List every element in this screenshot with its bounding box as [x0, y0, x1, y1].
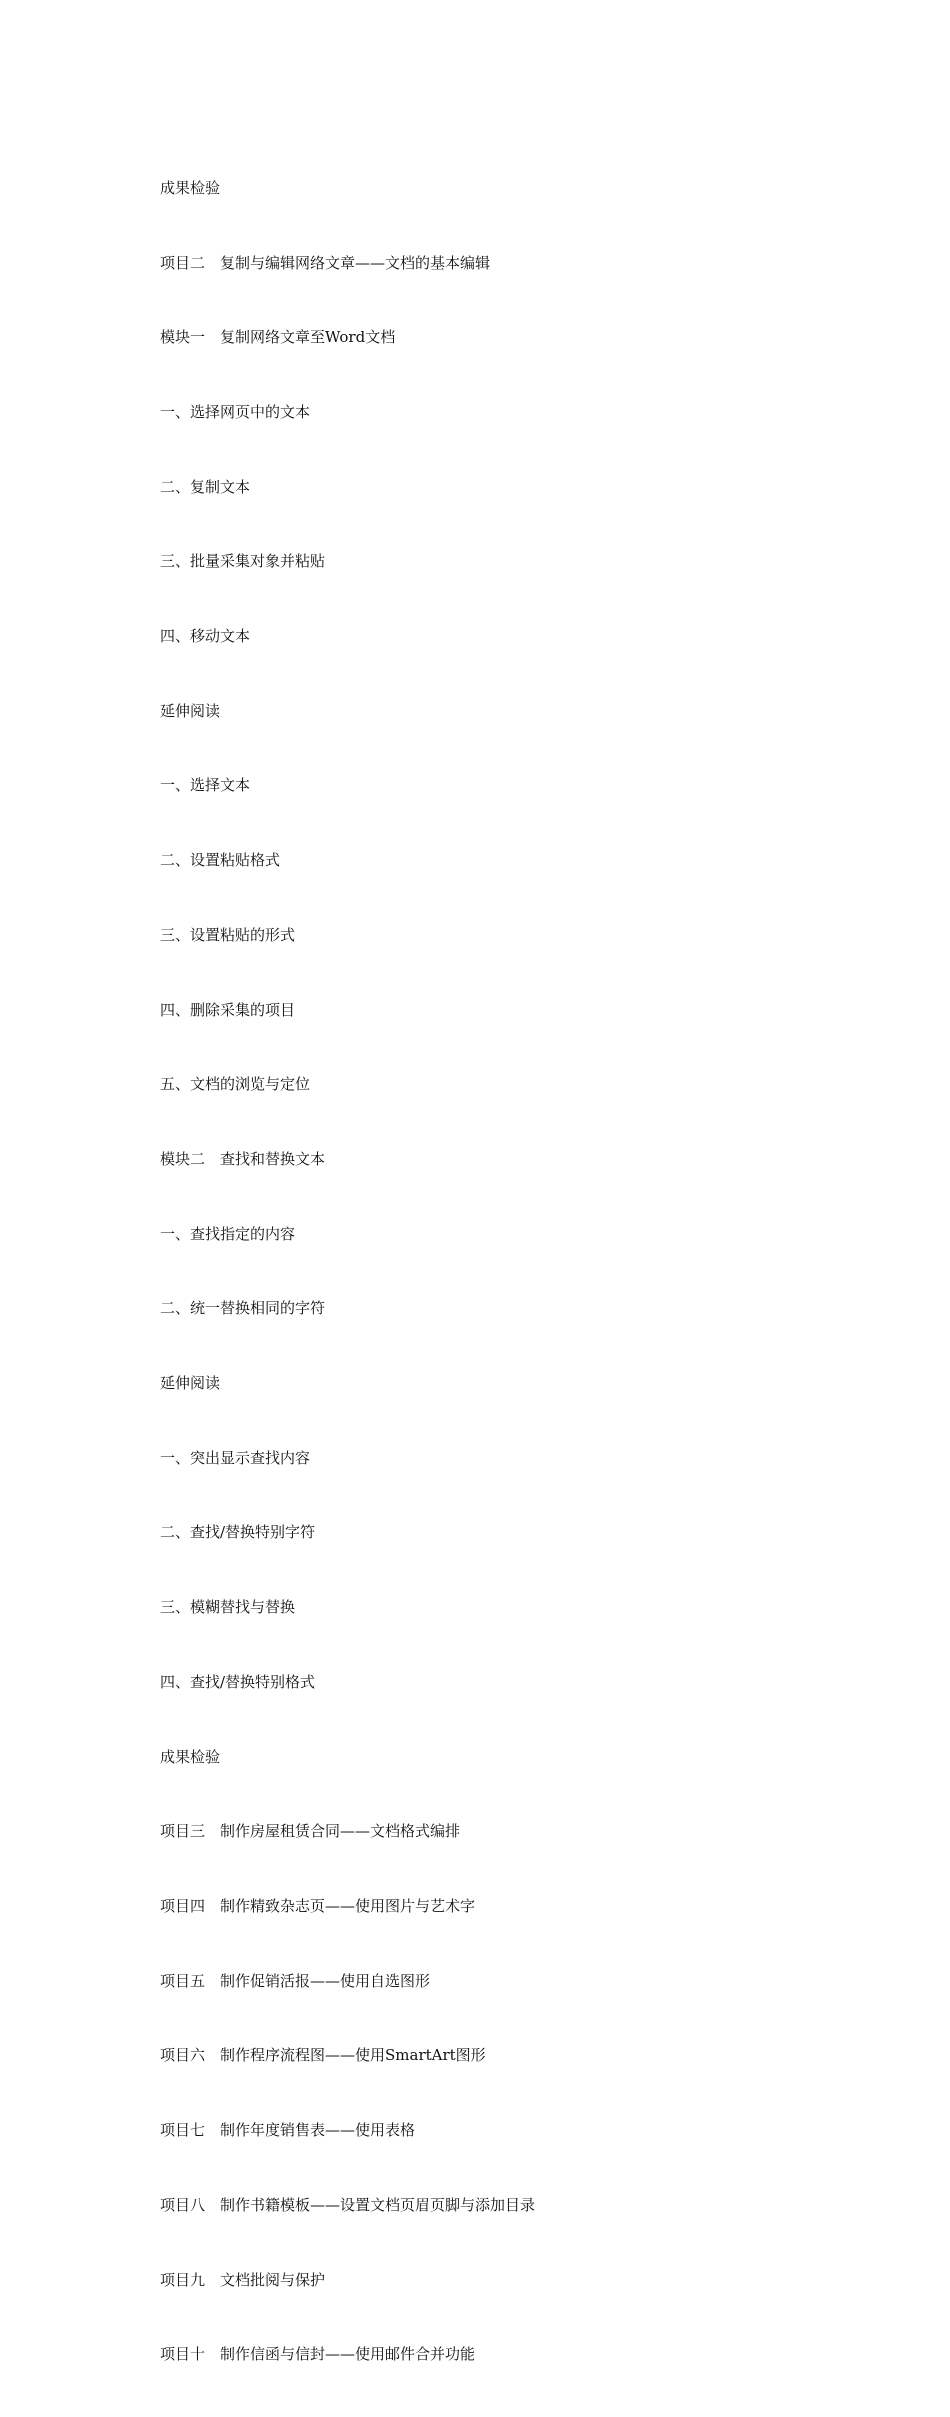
toc-line: 项目九 文档批阅与保护: [160, 2270, 326, 2289]
toc-line: 项目三 制作房屋租赁合同——文档格式编排: [160, 1822, 461, 1841]
toc-line: 项目六 制作程序流程图——使用SmartArt图形: [160, 2046, 486, 2065]
toc-line: 四、移动文本: [160, 627, 251, 646]
toc-line: 四、删除采集的项目: [160, 1000, 296, 1019]
table-of-contents: [160, 126, 535, 2417]
toc-line: 一、选择网页中的文本: [160, 402, 311, 421]
toc-line: 项目八 制作书籍模板——设置文档页眉页脚与添加目录: [160, 2195, 536, 2214]
toc-line: 模块一 复制网络文章至Word文档: [160, 328, 396, 347]
toc-line: 模块二 查找和替换文本: [160, 1149, 326, 1168]
toc-line: 项目十 制作信函与信封——使用邮件合并功能: [160, 2345, 476, 2364]
toc-line: 成果检验: [160, 178, 221, 197]
toc-line: 三、模糊替找与替换: [160, 1598, 296, 1617]
toc-line: 二、统一替换相同的字符: [160, 1299, 326, 1318]
toc-line: 一、查找指定的内容: [160, 1224, 296, 1243]
toc-line: 四、查找/替换特别格式: [160, 1672, 316, 1691]
toc-line: 五、文档的浏览与定位: [160, 1075, 311, 1094]
toc-line: 三、设置粘贴的形式: [160, 925, 296, 944]
toc-line: 二、复制文本: [160, 477, 251, 496]
toc-line: 项目四 制作精致杂志页——使用图片与艺术字: [160, 1896, 476, 1915]
toc-line: 延伸阅读: [160, 701, 221, 720]
toc-line: 成果检验: [160, 1747, 221, 1766]
toc-line: 项目五 制作促销活报——使用自选图形: [160, 1971, 431, 1990]
toc-line: 三、批量采集对象并粘贴: [160, 552, 326, 571]
toc-line: 一、选择文本: [160, 776, 251, 795]
toc-line: 一、突出显示查找内容: [160, 1448, 311, 1467]
toc-line: 延伸阅读: [160, 1374, 221, 1393]
toc-line: 项目七 制作年度销售表——使用表格: [160, 2121, 416, 2140]
toc-line: 二、设置粘贴格式: [160, 851, 281, 870]
toc-line: 二、查找/替换特别字符: [160, 1523, 316, 1542]
toc-line: 项目二 复制与编辑网络文章——文档的基本编辑: [160, 253, 491, 272]
